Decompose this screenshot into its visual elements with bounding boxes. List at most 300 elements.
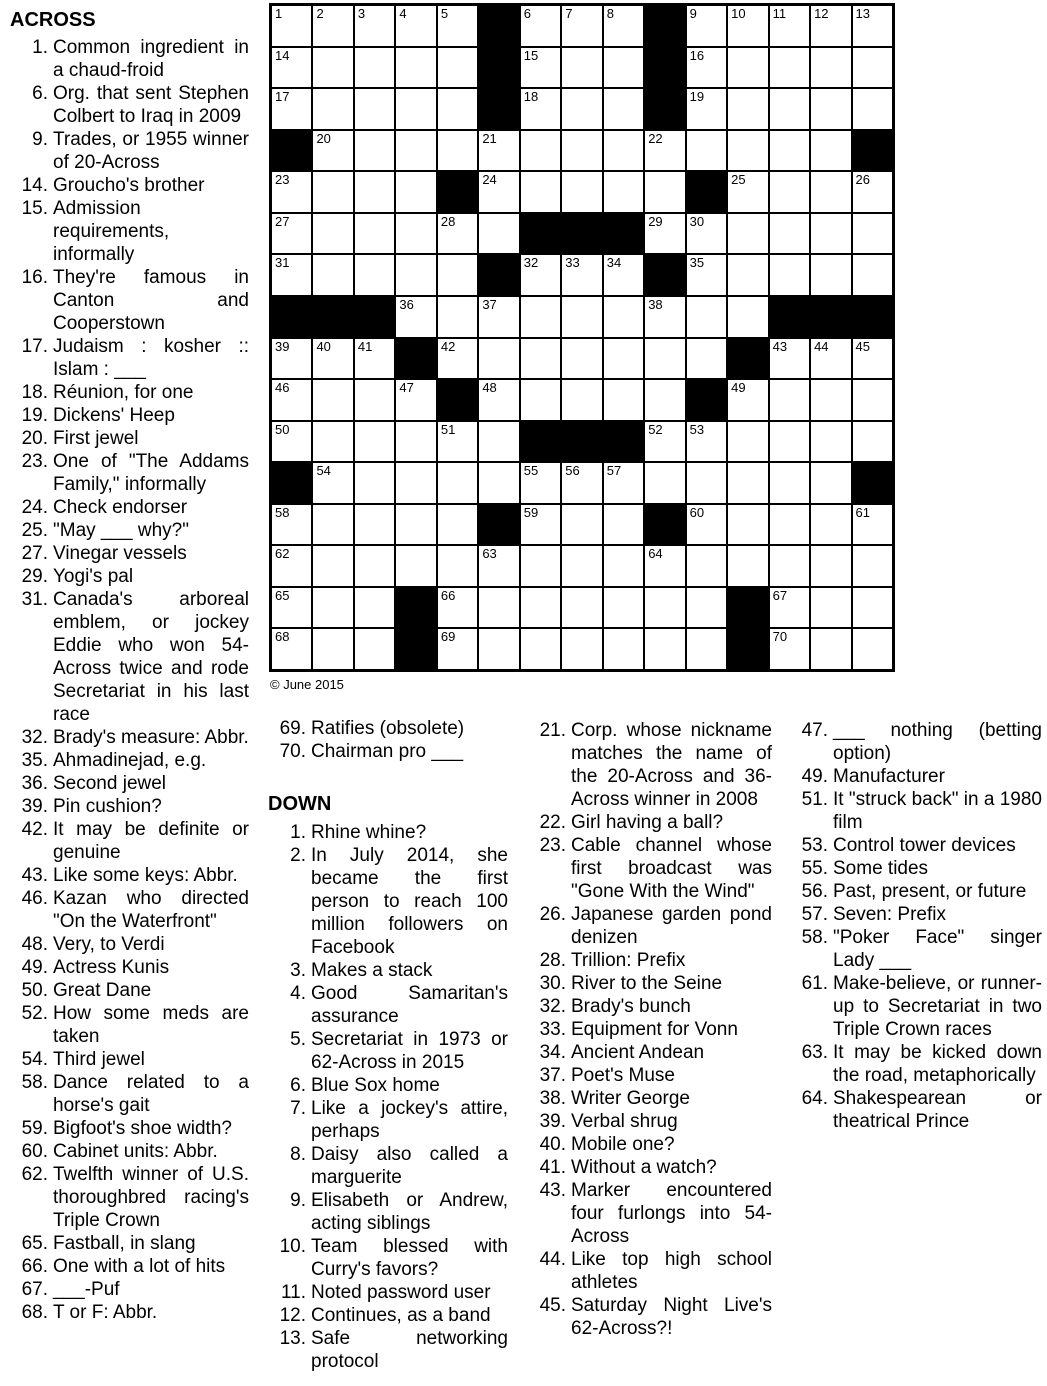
cell-r5c6[interactable] <box>478 171 519 213</box>
cell-r7c3[interactable] <box>354 254 395 296</box>
cell-r10c4[interactable] <box>395 379 436 421</box>
cell-number: 60 <box>689 504 705 520</box>
clue-number: 14. <box>21 175 48 196</box>
cell-r15c1[interactable] <box>271 587 312 629</box>
cell-r13c5[interactable] <box>437 504 478 546</box>
cell-r3c1[interactable] <box>271 88 312 130</box>
cell-r11c3[interactable] <box>354 421 395 463</box>
cell-r4c2[interactable] <box>312 130 353 172</box>
cell-r6c3[interactable] <box>354 213 395 255</box>
cell-r13c11[interactable] <box>686 504 727 546</box>
clue-number: 67. <box>21 1279 48 1300</box>
cell-r4c13[interactable] <box>769 130 810 172</box>
cell-r14c15[interactable] <box>852 545 893 587</box>
cell-r7c14[interactable] <box>810 254 851 296</box>
cell-r16c15[interactable] <box>852 628 893 670</box>
clue-number: 1. <box>32 37 48 58</box>
cell-r8c4[interactable] <box>395 296 436 338</box>
clue-across-50 <box>8 979 249 1002</box>
clue-number: 40. <box>539 1134 566 1155</box>
cell-r12c8[interactable] <box>561 462 602 504</box>
cell-r1c6-black <box>478 5 519 47</box>
cell-r12c3[interactable] <box>354 462 395 504</box>
cell-r2c14[interactable] <box>810 47 851 89</box>
clue-number: 53. <box>801 835 828 856</box>
cell-r16c2[interactable] <box>312 628 353 670</box>
cell-r15c5[interactable] <box>437 587 478 629</box>
clue-across-65 <box>8 1232 249 1255</box>
cell-r2c13[interactable] <box>769 47 810 89</box>
cell-r13c12[interactable] <box>727 504 768 546</box>
clue-number: 56. <box>801 881 828 902</box>
cell-number: 4 <box>399 6 407 21</box>
cell-r6c1[interactable] <box>271 213 312 255</box>
cell-number: 35 <box>689 255 705 271</box>
cell-r1c5[interactable] <box>437 5 478 47</box>
cell-number: 15 <box>523 47 539 63</box>
clue-text: Without a watch? <box>571 1157 717 1178</box>
cell-number: 40 <box>316 338 331 354</box>
cell-r4c5[interactable] <box>437 130 478 172</box>
clue-across-46 <box>8 887 249 933</box>
cell-r1c4[interactable] <box>395 5 436 47</box>
cell-r5c9[interactable] <box>603 171 644 213</box>
cell-r12c7[interactable] <box>520 462 561 504</box>
cell-r15c4-black <box>395 587 436 629</box>
cell-number: 67 <box>772 587 788 603</box>
clue-number: 24. <box>21 497 48 518</box>
cell-r7c1[interactable] <box>271 254 312 296</box>
cell-r16c11[interactable] <box>686 628 727 670</box>
clue-number: 6. <box>290 1075 306 1096</box>
clue-text: Corp. whose nickname matches the name of the 20-Across and 36-Across winner in 2008 <box>571 720 772 810</box>
cell-r2c12[interactable] <box>727 47 768 89</box>
clue-text: Secretariat in 1973 or 62-Across in 2015 <box>311 1029 508 1073</box>
cell-r13c3[interactable] <box>354 504 395 546</box>
cell-r6c6[interactable] <box>478 213 519 255</box>
clue-down-57 <box>792 903 1042 926</box>
cell-r13c7[interactable] <box>520 504 561 546</box>
clue-across-43 <box>8 864 249 887</box>
clue-down-5 <box>268 1028 508 1074</box>
cell-r10c15[interactable] <box>852 379 893 421</box>
clue-across-18 <box>8 381 249 404</box>
cell-r3c9[interactable] <box>603 88 644 130</box>
cell-r9c13[interactable] <box>769 338 810 380</box>
cell-r2c15[interactable] <box>852 47 893 89</box>
cell-r14c6[interactable] <box>478 545 519 587</box>
clue-text: Continues, as a band <box>311 1305 491 1326</box>
cell-r4c14[interactable] <box>810 130 851 172</box>
cell-r16c4-black <box>395 628 436 670</box>
clue-down-37 <box>530 1064 772 1087</box>
cell-r9c1[interactable] <box>271 338 312 380</box>
clue-number: 62. <box>21 1164 48 1185</box>
cell-r5c2[interactable] <box>312 171 353 213</box>
cell-r12c14[interactable] <box>810 462 851 504</box>
cell-r15c9[interactable] <box>603 587 644 629</box>
cell-r1c13[interactable] <box>769 5 810 47</box>
cell-r15c6[interactable] <box>478 587 519 629</box>
cell-number: 31 <box>275 255 290 271</box>
cell-r11c15[interactable] <box>852 421 893 463</box>
cell-r4c4[interactable] <box>395 130 436 172</box>
clue-number: 32. <box>539 996 566 1017</box>
cell-r14c14[interactable] <box>810 545 851 587</box>
clue-text: First jewel <box>53 428 139 449</box>
cell-r16c9[interactable] <box>603 628 644 670</box>
cell-r7c9[interactable] <box>603 254 644 296</box>
cell-r10c1[interactable] <box>271 379 312 421</box>
cell-r14c10[interactable] <box>644 545 685 587</box>
clue-text: Admission requirements, informally <box>53 198 170 265</box>
cell-r6c15[interactable] <box>852 213 893 255</box>
cell-r14c5[interactable] <box>437 545 478 587</box>
cell-r14c13[interactable] <box>769 545 810 587</box>
clue-number: 3. <box>290 960 306 981</box>
cell-r11c5[interactable] <box>437 421 478 463</box>
cell-r10c6[interactable] <box>478 379 519 421</box>
cell-r11c1[interactable] <box>271 421 312 463</box>
cell-r4c11[interactable] <box>686 130 727 172</box>
cell-r11c14[interactable] <box>810 421 851 463</box>
cell-r7c7[interactable] <box>520 254 561 296</box>
cell-r5c4[interactable] <box>395 171 436 213</box>
cell-r3c4[interactable] <box>395 88 436 130</box>
cell-r15c14[interactable] <box>810 587 851 629</box>
cell-r11c4[interactable] <box>395 421 436 463</box>
cell-r15c15[interactable] <box>852 587 893 629</box>
cell-r4c9[interactable] <box>603 130 644 172</box>
cell-r2c7[interactable] <box>520 47 561 89</box>
cell-r8c10[interactable] <box>644 296 685 338</box>
cell-r6c12[interactable] <box>727 213 768 255</box>
cell-r9c7[interactable] <box>520 338 561 380</box>
cell-r16c10[interactable] <box>644 628 685 670</box>
cell-r10c13[interactable] <box>769 379 810 421</box>
clue-text: Ahmadinejad, e.g. <box>53 750 207 771</box>
cell-r9c10[interactable] <box>644 338 685 380</box>
cell-r12c6[interactable] <box>478 462 519 504</box>
crossword-grid <box>269 3 895 672</box>
cell-r4c12[interactable] <box>727 130 768 172</box>
cell-r1c8[interactable] <box>561 5 602 47</box>
clue-down-41 <box>530 1156 772 1179</box>
clue-text: Third jewel <box>53 1049 145 1070</box>
clue-number: 49. <box>801 766 828 787</box>
cell-r11c10[interactable] <box>644 421 685 463</box>
cell-r15c7[interactable] <box>520 587 561 629</box>
cell-r12c4[interactable] <box>395 462 436 504</box>
clue-text: Great Dane <box>53 980 152 1001</box>
cell-r7c11[interactable] <box>686 254 727 296</box>
cell-r2c8[interactable] <box>561 47 602 89</box>
cell-number: 57 <box>606 463 622 479</box>
cell-r15c3[interactable] <box>354 587 395 629</box>
cell-r2c3[interactable] <box>354 47 395 89</box>
cell-r12c2[interactable] <box>312 462 353 504</box>
cell-r1c3[interactable] <box>354 5 395 47</box>
clue-text: River to the Seine <box>571 973 723 994</box>
cell-r5c7[interactable] <box>520 171 561 213</box>
cell-r3c5[interactable] <box>437 88 478 130</box>
cell-r8c5[interactable] <box>437 296 478 338</box>
cell-r15c10[interactable] <box>644 587 685 629</box>
cell-r12c13[interactable] <box>769 462 810 504</box>
cell-r5c14[interactable] <box>810 171 851 213</box>
cell-r9c14[interactable] <box>810 338 851 380</box>
clue-text: Makes a stack <box>311 960 433 981</box>
clue-down-28 <box>530 949 772 972</box>
cell-r14c3[interactable] <box>354 545 395 587</box>
cell-r14c2[interactable] <box>312 545 353 587</box>
cell-r12c9[interactable] <box>603 462 644 504</box>
clue-text: One of "The Addams Family," informally <box>53 451 249 495</box>
cell-r7c13[interactable] <box>769 254 810 296</box>
cell-number: 12 <box>814 6 829 21</box>
cell-r13c2[interactable] <box>312 504 353 546</box>
clue-text: Groucho's brother <box>53 175 205 196</box>
cell-r13c9[interactable] <box>603 504 644 546</box>
cell-r7c10-black <box>644 254 685 296</box>
cell-r4c6[interactable] <box>478 130 519 172</box>
cell-r1c15[interactable] <box>852 5 893 47</box>
clue-text: Seven: Prefix <box>833 904 946 925</box>
cell-r7c4[interactable] <box>395 254 436 296</box>
clue-text: Yogi's pal <box>53 566 134 587</box>
clue-across-16 <box>8 266 249 335</box>
cell-r7c15[interactable] <box>852 254 893 296</box>
clue-text: Vinegar vessels <box>53 543 187 564</box>
down-clue-list-2 <box>530 719 772 1340</box>
cell-r1c2[interactable] <box>312 5 353 47</box>
cell-r7c2[interactable] <box>312 254 353 296</box>
cell-r9c2[interactable] <box>312 338 353 380</box>
cell-r5c15[interactable] <box>852 171 893 213</box>
cell-r8c1-black <box>271 296 312 338</box>
cell-r13c14[interactable] <box>810 504 851 546</box>
cell-r2c11[interactable] <box>686 47 727 89</box>
clue-across-36 <box>8 772 249 795</box>
clue-number: 61. <box>801 973 828 994</box>
cell-r4c3[interactable] <box>354 130 395 172</box>
cell-r5c8[interactable] <box>561 171 602 213</box>
clue-across-6 <box>8 82 249 128</box>
cell-r14c8[interactable] <box>561 545 602 587</box>
cell-r9c11[interactable] <box>686 338 727 380</box>
cell-r6c11[interactable] <box>686 213 727 255</box>
clue-number: 58. <box>801 927 828 948</box>
cell-r14c12[interactable] <box>727 545 768 587</box>
cell-r2c9[interactable] <box>603 47 644 89</box>
clue-number: 15. <box>21 198 48 219</box>
cell-r13c8[interactable] <box>561 504 602 546</box>
cell-r11c2[interactable] <box>312 421 353 463</box>
clue-text: Poet's Muse <box>571 1065 675 1086</box>
cell-r12c11[interactable] <box>686 462 727 504</box>
cell-r14c11[interactable] <box>686 545 727 587</box>
cell-r7c5[interactable] <box>437 254 478 296</box>
across-clue-list-continued <box>268 717 508 763</box>
clue-down-51 <box>792 788 1042 834</box>
cell-r16c7[interactable] <box>520 628 561 670</box>
cell-r12c5[interactable] <box>437 462 478 504</box>
cell-r9c15[interactable] <box>852 338 893 380</box>
cell-r10c7[interactable] <box>520 379 561 421</box>
cell-r11c6[interactable] <box>478 421 519 463</box>
cell-r5c13[interactable] <box>769 171 810 213</box>
cell-r2c2[interactable] <box>312 47 353 89</box>
cell-r9c8[interactable] <box>561 338 602 380</box>
cell-r16c14[interactable] <box>810 628 851 670</box>
cell-r15c13[interactable] <box>769 587 810 629</box>
cell-r16c1[interactable] <box>271 628 312 670</box>
cell-r2c1[interactable] <box>271 47 312 89</box>
cell-number: 16 <box>689 47 705 63</box>
cell-r8c6[interactable] <box>478 296 519 338</box>
cell-r15c11[interactable] <box>686 587 727 629</box>
cell-r1c11[interactable] <box>686 5 727 47</box>
cell-r8c8[interactable] <box>561 296 602 338</box>
cell-number: 43 <box>772 338 788 354</box>
cell-r8c7[interactable] <box>520 296 561 338</box>
cell-number: 23 <box>275 172 290 188</box>
cell-r6c4[interactable] <box>395 213 436 255</box>
cell-r12c10[interactable] <box>644 462 685 504</box>
cell-r11c13[interactable] <box>769 421 810 463</box>
cell-r2c4[interactable] <box>395 47 436 89</box>
cell-number: 26 <box>855 172 870 188</box>
cell-r3c13[interactable] <box>769 88 810 130</box>
clue-text: ___-Puf <box>53 1279 120 1300</box>
cell-r13c1[interactable] <box>271 504 312 546</box>
cell-r16c5[interactable] <box>437 628 478 670</box>
cell-r14c7[interactable] <box>520 545 561 587</box>
cell-r1c7[interactable] <box>520 5 561 47</box>
cell-r16c3[interactable] <box>354 628 395 670</box>
cell-number: 50 <box>275 421 290 437</box>
clue-text: Make-believe, or runner-up to Secretariat in two Triple Crown races <box>833 973 1042 1040</box>
cell-number: 38 <box>648 296 663 312</box>
cell-r16c13[interactable] <box>769 628 810 670</box>
cell-r3c8[interactable] <box>561 88 602 130</box>
clue-text: Mobile one? <box>571 1134 675 1155</box>
clue-across-20 <box>8 427 249 450</box>
cell-r5c12[interactable] <box>727 171 768 213</box>
cell-r3c12[interactable] <box>727 88 768 130</box>
cell-r1c1[interactable] <box>271 5 312 47</box>
cell-r5c3[interactable] <box>354 171 395 213</box>
cell-r11c12[interactable] <box>727 421 768 463</box>
cell-r14c9[interactable] <box>603 545 644 587</box>
cell-number: 54 <box>316 463 331 479</box>
cell-number: 14 <box>275 47 290 63</box>
cell-r5c10[interactable] <box>644 171 685 213</box>
cell-r7c6-black <box>478 254 519 296</box>
cell-r6c14[interactable] <box>810 213 851 255</box>
cell-r10c14[interactable] <box>810 379 851 421</box>
cell-r6c5[interactable] <box>437 213 478 255</box>
cell-r3c3[interactable] <box>354 88 395 130</box>
clue-down-34 <box>530 1041 772 1064</box>
cell-r7c8[interactable] <box>561 254 602 296</box>
clue-number: 10. <box>279 1236 306 1257</box>
cell-r1c12[interactable] <box>727 5 768 47</box>
clue-across-67 <box>8 1278 249 1301</box>
cell-r10c8[interactable] <box>561 379 602 421</box>
cell-r7c12[interactable] <box>727 254 768 296</box>
cell-r14c4[interactable] <box>395 545 436 587</box>
clue-text: It may be kicked down the road, metaphorically <box>833 1042 1042 1086</box>
cell-r3c15[interactable] <box>852 88 893 130</box>
clue-text: Cabinet units: Abbr. <box>53 1141 218 1162</box>
clue-down-32 <box>530 995 772 1018</box>
cell-number: 24 <box>482 172 497 188</box>
cell-r13c4[interactable] <box>395 504 436 546</box>
cell-r16c6[interactable] <box>478 628 519 670</box>
cell-r9c9[interactable] <box>603 338 644 380</box>
clue-number: 17. <box>21 336 48 357</box>
cell-r10c12[interactable] <box>727 379 768 421</box>
cell-r6c2[interactable] <box>312 213 353 255</box>
cell-r1c9[interactable] <box>603 5 644 47</box>
cell-r15c8[interactable] <box>561 587 602 629</box>
cell-r8c11[interactable] <box>686 296 727 338</box>
cell-r1c14[interactable] <box>810 5 851 47</box>
clue-down-10 <box>268 1235 508 1281</box>
cell-number: 18 <box>523 89 539 105</box>
cell-r6c10[interactable] <box>644 213 685 255</box>
cell-number: 62 <box>275 546 290 562</box>
cell-r3c11[interactable] <box>686 88 727 130</box>
cell-r12c12[interactable] <box>727 462 768 504</box>
clue-number: 48. <box>21 934 48 955</box>
cell-r9c3[interactable] <box>354 338 395 380</box>
cell-number: 49 <box>731 380 746 396</box>
cell-r6c13[interactable] <box>769 213 810 255</box>
cell-r8c12[interactable] <box>727 296 768 338</box>
cell-r2c5[interactable] <box>437 47 478 89</box>
cell-r3c7[interactable] <box>520 88 561 130</box>
cell-r5c1[interactable] <box>271 171 312 213</box>
cell-number: 58 <box>275 504 290 520</box>
clue-number: 23. <box>539 835 566 856</box>
cell-r4c10[interactable] <box>644 130 685 172</box>
clue-number: 31. <box>21 589 48 610</box>
cell-r10c3[interactable] <box>354 379 395 421</box>
cell-r3c2[interactable] <box>312 88 353 130</box>
cell-r10c10[interactable] <box>644 379 685 421</box>
cell-r8c9[interactable] <box>603 296 644 338</box>
cell-r4c7[interactable] <box>520 130 561 172</box>
cell-r13c15[interactable] <box>852 504 893 546</box>
clue-text: Dance related to a horse's gait <box>53 1072 249 1116</box>
clue-number: 29. <box>21 566 48 587</box>
cell-r11c11[interactable] <box>686 421 727 463</box>
cell-number: 46 <box>275 380 290 396</box>
cell-r9c6[interactable] <box>478 338 519 380</box>
cell-r10c2[interactable] <box>312 379 353 421</box>
cell-r9c5[interactable] <box>437 338 478 380</box>
cell-r16c8[interactable] <box>561 628 602 670</box>
cell-r14c1[interactable] <box>271 545 312 587</box>
clue-text: They're famous in Canton and Cooperstown <box>53 267 249 334</box>
cell-r4c8[interactable] <box>561 130 602 172</box>
cell-r3c14[interactable] <box>810 88 851 130</box>
cell-r13c13[interactable] <box>769 504 810 546</box>
cell-r10c9[interactable] <box>603 379 644 421</box>
cell-r15c2[interactable] <box>312 587 353 629</box>
